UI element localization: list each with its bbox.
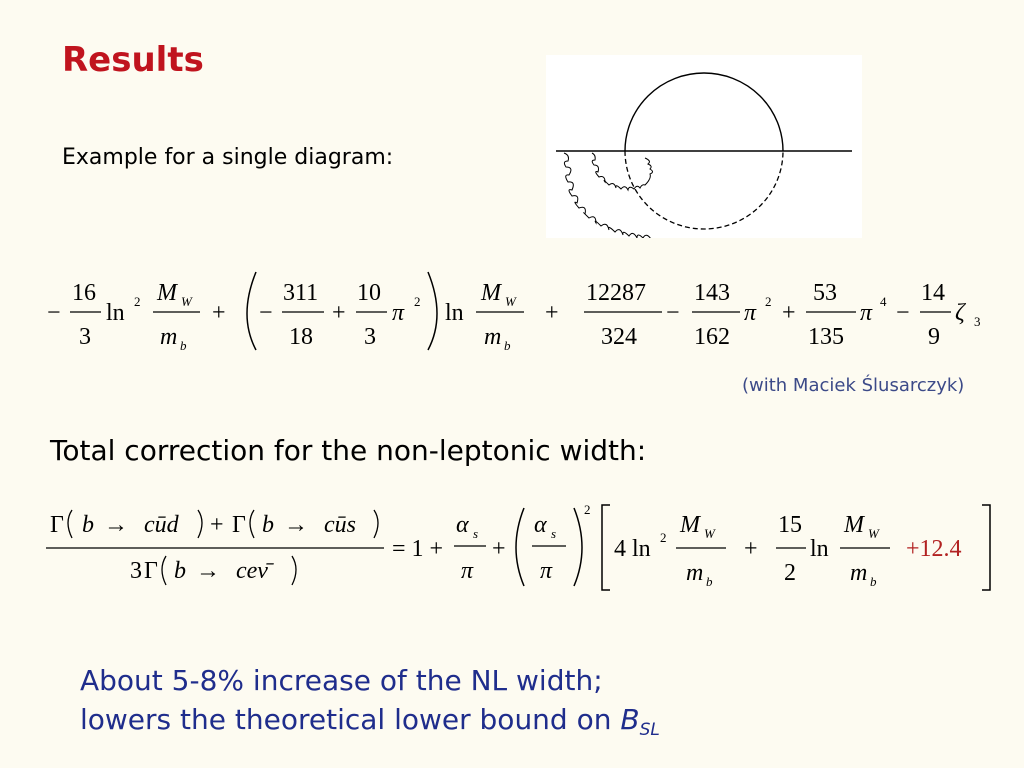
section-heading: Total correction for the non-leptonic width: — [50, 434, 647, 467]
eq1-ln2: ln — [445, 300, 464, 326]
eq2-alpha2-sub: s — [551, 526, 557, 541]
gluon-outer — [564, 153, 651, 238]
eq2-cus: cūs — [324, 512, 356, 538]
eq1-b2: b — [504, 338, 511, 353]
eq2-m2: m — [850, 560, 868, 586]
eq2-ln1-pow: 2 — [660, 530, 667, 545]
eq1-m: m — [160, 324, 178, 350]
bsl-symbol: B — [620, 703, 640, 736]
eq2-eq-one: = 1 + — [392, 536, 444, 562]
conclusion-line-2 — [80, 703, 660, 740]
eq2-pi1: π — [461, 558, 474, 584]
eq2-plus2: + — [492, 536, 506, 562]
slide-title: Results — [62, 40, 204, 80]
eq1-3: 3 — [364, 324, 376, 350]
eq2-arrow1: → — [104, 512, 128, 538]
conclusion-line-2-text: lowers the theoretical lower bound on — [80, 703, 621, 736]
example-label: Example for a single diagram: — [62, 145, 394, 170]
eq1-plus2: + — [332, 300, 346, 326]
gluon-inner — [592, 153, 653, 190]
eq2-b1: b — [82, 512, 94, 538]
credit-note: (with Maciek Ślusarczyk) — [742, 375, 965, 396]
eq1-W: W — [181, 294, 192, 309]
eq1-b: b — [180, 338, 187, 353]
eq1-pi3-pow4: 4 — [880, 294, 887, 309]
eq1-plus4: + — [782, 300, 796, 326]
eq1-plus3: + — [545, 300, 559, 326]
eq1-zeta-sub: 3 — [974, 314, 981, 329]
eq2-three: 3 — [130, 558, 142, 584]
eq1-53: 53 — [813, 280, 837, 306]
eq2-arrow2: → — [284, 512, 308, 538]
eq1-pow2: 2 — [134, 294, 141, 309]
eq1-162: 162 — [694, 324, 730, 350]
eq2-M2: M — [844, 512, 864, 538]
eq1-311: 311 — [283, 280, 319, 306]
eq2-cev: ceν̄ — [236, 558, 268, 584]
eq1-m2: m — [484, 324, 502, 350]
eq2-four: 4 — [614, 536, 626, 562]
eq1-10: 10 — [357, 280, 381, 306]
eq1-den-3: 3 — [79, 324, 91, 350]
eq1-324: 324 — [601, 324, 637, 350]
conclusion-line-1: About 5-8% increase of the NL width; — [80, 664, 603, 697]
eq1-pi: π — [392, 300, 405, 326]
eq1-pi2-pow: 2 — [765, 294, 772, 309]
eq2-2: 2 — [784, 560, 796, 586]
eq2-W1: W — [704, 526, 715, 541]
eq1-num-16: 16 — [72, 280, 96, 306]
eq2-b1-sub: b — [706, 574, 713, 589]
eq2-W2: W — [868, 526, 879, 541]
eq2-gamma3: Γ — [144, 558, 158, 584]
eq2-gamma1: Γ — [50, 512, 64, 538]
eq1-143: 143 — [694, 280, 730, 306]
feynman-diagram-svg — [546, 55, 862, 238]
eq1-minus4: − — [896, 300, 910, 326]
eq2-plus-num: + — [210, 512, 224, 538]
eq2-alpha1: α — [456, 512, 469, 538]
eq2-m1: m — [686, 560, 704, 586]
eq1-plus: + — [212, 300, 226, 326]
eq2-M1: M — [680, 512, 700, 538]
solid-arc — [625, 73, 783, 151]
eq1-minus3: − — [666, 300, 680, 326]
eq1-zeta: ζ — [955, 300, 965, 326]
eq2-ln2: ln — [810, 536, 829, 562]
eq2-arrow3: → — [196, 558, 220, 584]
eq2-alpha1-sub: s — [473, 526, 479, 541]
eq1-minus: − — [47, 300, 61, 326]
eq2-alpha2: α — [534, 512, 547, 538]
eq1-minus2: − — [259, 300, 273, 326]
eq2-extra-term: +12.4 — [906, 536, 962, 562]
eq2-gamma2: Γ — [232, 512, 246, 538]
eq1-pi-pow2: 2 — [414, 294, 421, 309]
eq1-135: 135 — [808, 324, 844, 350]
eq1-9: 9 — [928, 324, 940, 350]
feynman-diagram — [546, 55, 862, 238]
eq1-pi3: π — [860, 300, 873, 326]
eq2-pi2: π — [540, 558, 553, 584]
eq1-M: M — [157, 280, 177, 306]
eq1-12287: 12287 — [586, 280, 646, 306]
eq1-ln: ln — [106, 300, 125, 326]
eq1-18: 18 — [289, 324, 313, 350]
eq2-b3: b — [174, 558, 186, 584]
bsl-subscript: SL — [639, 720, 660, 740]
eq2-pow2: 2 — [584, 502, 591, 517]
eq1-W2: W — [505, 294, 516, 309]
eq2-15: 15 — [778, 512, 802, 538]
eq2-ln1: ln — [632, 536, 651, 562]
eq1-pi2: π — [744, 300, 757, 326]
eq1-M2: M — [481, 280, 501, 306]
eq2-b2-sub: b — [870, 574, 877, 589]
eq2-b2: b — [262, 512, 274, 538]
eq1-14: 14 — [921, 280, 945, 306]
eq2-plus3: + — [744, 536, 758, 562]
eq2-cud: cūd — [144, 512, 179, 538]
